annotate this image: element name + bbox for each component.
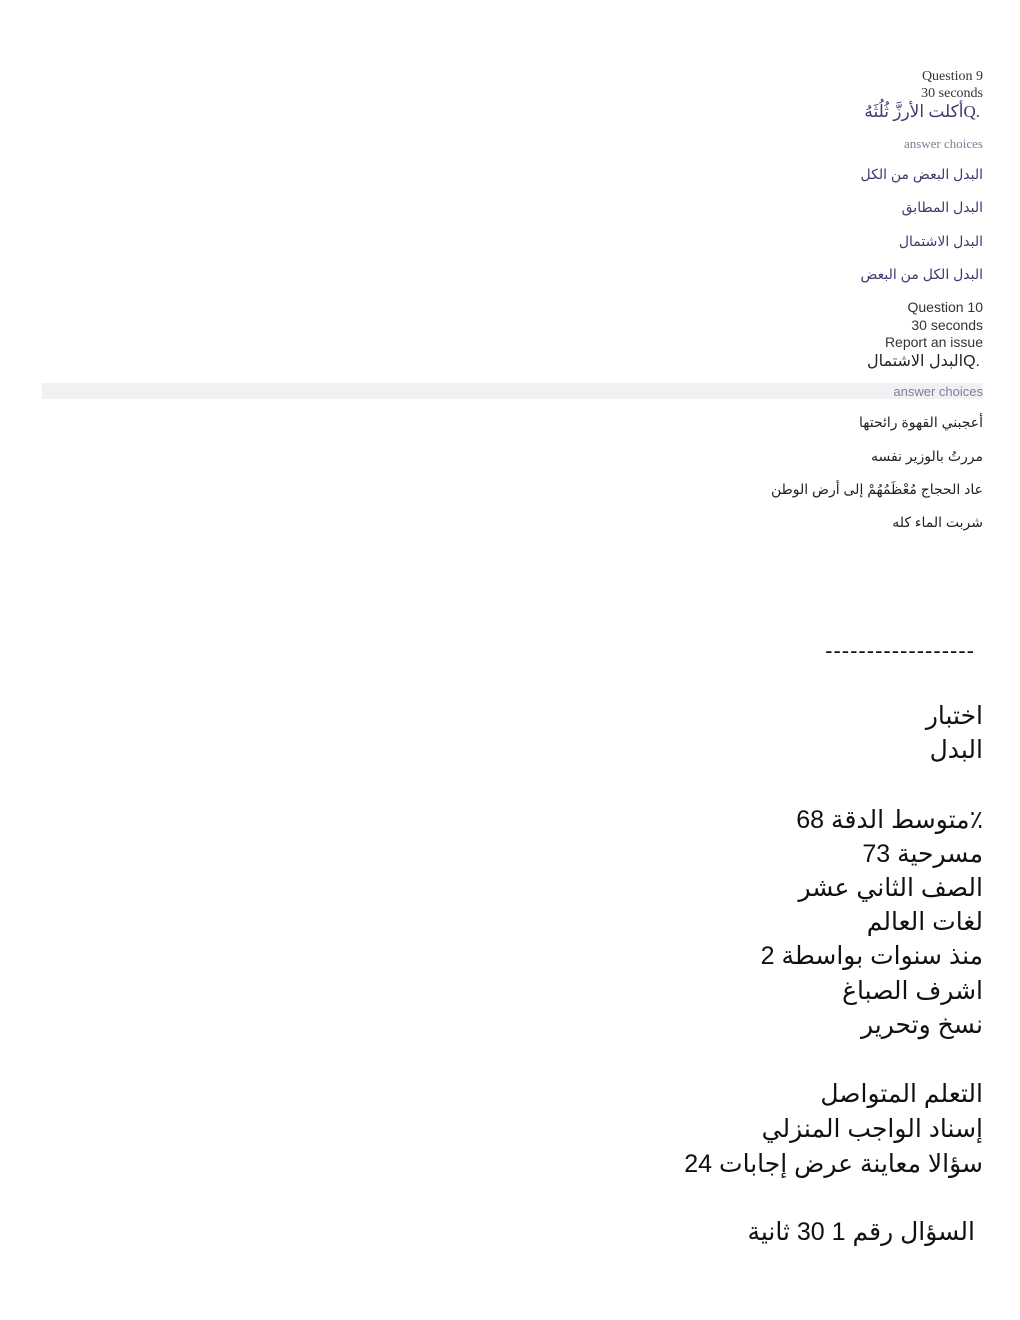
subject: لغات العالم (866, 908, 983, 936)
question-10-time: 30 seconds (911, 317, 983, 333)
question-10-choice-1[interactable]: أعجبني القهوة رائحتها (859, 414, 983, 430)
grade-level: الصف الثاني عشر (798, 874, 983, 902)
question-9-number: Question 9 (921, 69, 983, 84)
plays-count: 73 مسرحية (862, 840, 983, 868)
first-question-header: السؤال رقم 1 30 ثانية (747, 1218, 975, 1246)
question-9-choice-1[interactable]: البدل البعض من الكل (860, 166, 983, 182)
question-10-number: Question 10 (907, 299, 983, 315)
question-10-choices-label: answer choices (893, 384, 983, 399)
question-10-choice-3[interactable]: عاد الحجاج مُعْظَمُهُمْ إلى أرض الوطن (770, 481, 983, 497)
questions-preview[interactable]: 24 سؤالا معاينة عرض إجابات (684, 1150, 983, 1178)
author-name[interactable]: اشرف الصباغ (842, 977, 983, 1005)
question-10-text: البدل الاشتمالQ. (866, 353, 980, 370)
report-issue-link[interactable]: Report an issue (884, 334, 983, 350)
author-time: 2 منذ سنوات بواسطة (760, 942, 983, 970)
assign-homework-button[interactable]: إسناد الواجب المنزلي (761, 1115, 983, 1143)
choices-header-band (42, 383, 983, 399)
question-9-choices-label: answer choices (903, 136, 983, 151)
quiz-title-line-2: البدل (929, 736, 983, 764)
question-9-choice-4[interactable]: البدل الكل من البعض (860, 266, 983, 282)
question-9-choice-2[interactable]: البدل المطابق (901, 199, 983, 215)
question-10-choice-2[interactable]: مررتُ بالوزير نفسه (871, 448, 983, 464)
question-9-time: 30 seconds (921, 86, 983, 101)
copy-edit-button[interactable]: نسخ وتحرير (860, 1011, 983, 1039)
average-accuracy: متوسط الدقة 68٪ (796, 806, 983, 834)
question-9-text: أكلت الأرزَّ ثُلُثَهُQ. (864, 102, 980, 121)
question-9-choice-3[interactable]: البدل الاشتمال (898, 233, 983, 249)
quiz-title-line-1: اختبار (925, 702, 983, 730)
continuous-learning-button[interactable]: التعلم المتواصل (820, 1080, 983, 1108)
question-10-choice-4[interactable]: شربت الماء كله (892, 514, 983, 530)
separator-line: ------------------ (825, 638, 975, 663)
